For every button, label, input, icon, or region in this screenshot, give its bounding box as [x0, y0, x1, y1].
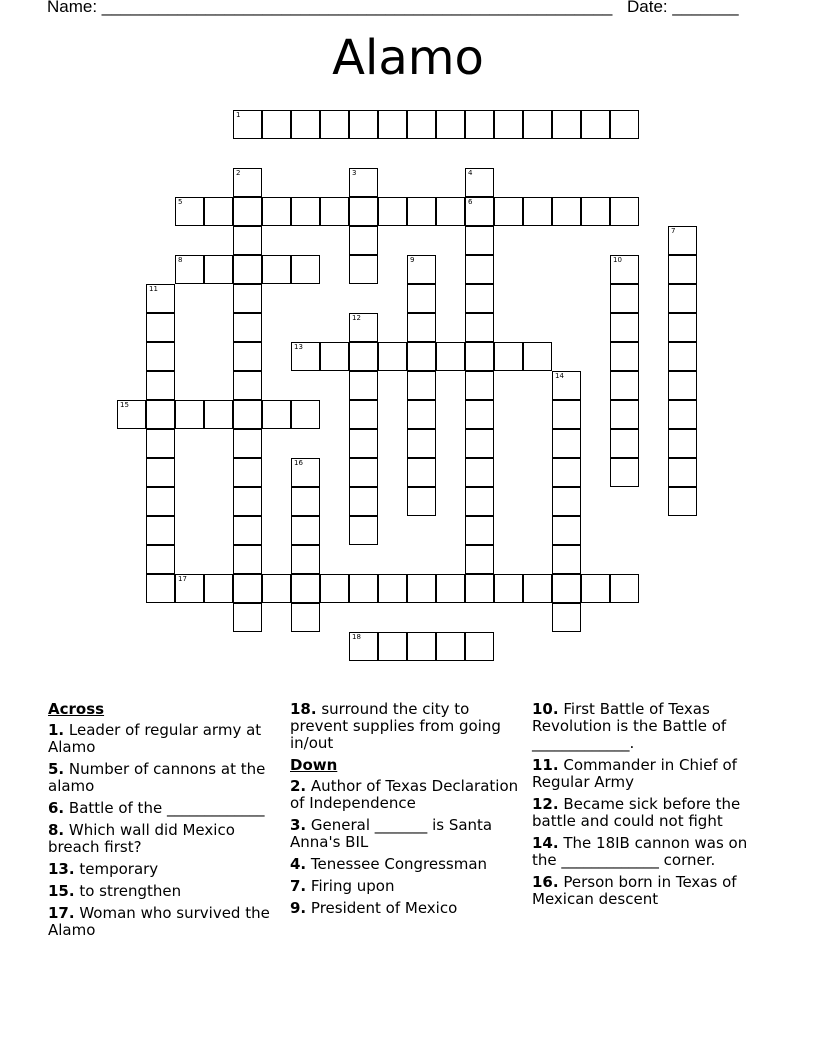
clue-number: 13.	[48, 860, 75, 878]
across-clue	[48, 861, 273, 878]
grid-cell[interactable]	[610, 197, 639, 226]
clue-text: The 18IB cannon was on the _____________ corner.	[532, 834, 748, 869]
grid-cell[interactable]	[262, 400, 291, 429]
grid-cell[interactable]	[262, 110, 291, 139]
clue-number: 10.	[532, 700, 559, 718]
grid-cell[interactable]	[552, 197, 581, 226]
grid-cell[interactable]	[233, 197, 262, 226]
clue-text: surround the city to prevent supplies from going in/out	[290, 700, 501, 752]
grid-cell[interactable]	[291, 255, 320, 284]
down-heading: Down	[290, 756, 338, 774]
clue-text: General _______ is Santa Anna's BIL	[290, 816, 493, 851]
down-clue	[290, 817, 525, 851]
grid-cell[interactable]	[552, 574, 581, 603]
grid-cell[interactable]	[146, 342, 175, 371]
grid-cell[interactable]	[349, 400, 378, 429]
clue-text: Tenessee Congressman	[310, 855, 488, 873]
down-clue	[532, 835, 762, 869]
grid-cell[interactable]	[262, 197, 291, 226]
grid-cell[interactable]	[407, 400, 436, 429]
grid-cell[interactable]	[610, 429, 639, 458]
grid-cell[interactable]	[146, 284, 175, 313]
cell-number: 14	[555, 372, 564, 380]
grid-cell[interactable]	[668, 458, 697, 487]
grid-cell[interactable]	[146, 516, 175, 545]
cell-number: 4	[468, 169, 473, 177]
grid-cell[interactable]	[465, 516, 494, 545]
grid-cell[interactable]	[233, 313, 262, 342]
clue-number: 8.	[48, 821, 65, 839]
grid-cell[interactable]	[465, 226, 494, 255]
grid-cell[interactable]	[204, 400, 233, 429]
cell-number: 2	[236, 169, 241, 177]
grid-cell[interactable]	[349, 632, 378, 661]
grid-cell[interactable]	[552, 400, 581, 429]
grid-cell[interactable]	[494, 342, 523, 371]
grid-cell[interactable]	[320, 574, 349, 603]
grid-cell[interactable]	[175, 197, 204, 226]
grid-cell[interactable]	[204, 574, 233, 603]
clue-column-2	[290, 701, 525, 922]
grid-cell[interactable]	[610, 313, 639, 342]
cell-number: 12	[352, 314, 361, 322]
grid-cell[interactable]	[552, 110, 581, 139]
clue-text: Author of Texas Declaration of Independence	[290, 777, 519, 812]
grid-cell[interactable]	[436, 342, 465, 371]
cell-number: 16	[294, 459, 303, 467]
grid-cell[interactable]	[291, 458, 320, 487]
clue-number: 9.	[290, 899, 307, 917]
grid-cell[interactable]	[465, 429, 494, 458]
grid-cell[interactable]	[233, 284, 262, 313]
grid-cell[interactable]	[291, 110, 320, 139]
grid-cell[interactable]	[523, 574, 552, 603]
grid-cell[interactable]	[378, 110, 407, 139]
down-clue	[532, 757, 762, 791]
clue-number: 4.	[290, 855, 307, 873]
grid-cell[interactable]	[494, 197, 523, 226]
clue-number: 3.	[290, 816, 307, 834]
grid-cell[interactable]	[349, 197, 378, 226]
grid-cell[interactable]	[523, 197, 552, 226]
grid-cell[interactable]	[378, 632, 407, 661]
clue-text: Which wall did Mexico breach first?	[48, 821, 235, 856]
grid-cell[interactable]	[552, 458, 581, 487]
grid-cell[interactable]	[668, 429, 697, 458]
cell-number: 13	[294, 343, 303, 351]
across-clue	[48, 800, 273, 817]
clue-number: 7.	[290, 877, 307, 895]
grid-cell[interactable]	[465, 400, 494, 429]
grid-cell[interactable]	[349, 574, 378, 603]
clue-column-3	[532, 701, 762, 913]
grid-cell[interactable]	[146, 574, 175, 603]
grid-cell[interactable]	[233, 226, 262, 255]
grid-cell[interactable]	[494, 574, 523, 603]
grid-cell[interactable]	[146, 429, 175, 458]
clue-number: 15.	[48, 882, 75, 900]
down-clue	[290, 778, 525, 812]
grid-cell[interactable]	[407, 371, 436, 400]
across-clue	[290, 701, 525, 752]
grid-cell[interactable]	[668, 313, 697, 342]
grid-cell[interactable]	[291, 487, 320, 516]
grid-cell[interactable]	[146, 313, 175, 342]
clue-number: 6.	[48, 799, 65, 817]
grid-cell[interactable]	[581, 197, 610, 226]
cell-number: 7	[671, 227, 676, 235]
grid-cell[interactable]	[233, 574, 262, 603]
grid-cell[interactable]	[378, 197, 407, 226]
grid-cell[interactable]	[349, 226, 378, 255]
grid-cell[interactable]	[233, 110, 262, 139]
grid-cell[interactable]	[407, 313, 436, 342]
clue-number: 12.	[532, 795, 559, 813]
grid-cell[interactable]	[233, 603, 262, 632]
grid-cell[interactable]	[146, 458, 175, 487]
cell-number: 6	[468, 198, 473, 206]
cell-number: 15	[120, 401, 129, 409]
cell-number: 17	[178, 575, 187, 583]
grid-cell[interactable]	[465, 487, 494, 516]
clue-number: 17.	[48, 904, 75, 922]
grid-cell[interactable]	[552, 516, 581, 545]
grid-cell[interactable]	[610, 458, 639, 487]
clue-column-1	[48, 701, 273, 944]
grid-cell[interactable]	[146, 400, 175, 429]
grid-cell[interactable]	[349, 168, 378, 197]
grid-cell[interactable]	[407, 632, 436, 661]
grid-cell[interactable]	[610, 284, 639, 313]
grid-cell[interactable]	[175, 400, 204, 429]
down-clue	[532, 874, 762, 908]
clue-text: Battle of the _____________	[68, 799, 265, 817]
grid-cell[interactable]	[668, 487, 697, 516]
grid-cell[interactable]	[552, 429, 581, 458]
grid-cell[interactable]	[291, 342, 320, 371]
grid-cell[interactable]	[407, 110, 436, 139]
grid-cell[interactable]	[436, 197, 465, 226]
grid-cell[interactable]	[523, 342, 552, 371]
grid-cell[interactable]	[407, 458, 436, 487]
grid-cell[interactable]	[668, 284, 697, 313]
clue-number: 1.	[48, 721, 65, 739]
grid-cell[interactable]	[552, 545, 581, 574]
clue-number: 5.	[48, 760, 65, 778]
grid-cell[interactable]	[552, 371, 581, 400]
grid-cell[interactable]	[523, 110, 552, 139]
grid-cell[interactable]	[378, 574, 407, 603]
grid-cell[interactable]	[291, 400, 320, 429]
across-clue	[48, 883, 273, 900]
cell-number: 10	[613, 256, 622, 264]
grid-cell[interactable]	[465, 632, 494, 661]
clue-text: Number of cannons at the alamo	[48, 760, 266, 795]
grid-cell[interactable]	[320, 342, 349, 371]
grid-cell[interactable]	[349, 487, 378, 516]
grid-cell[interactable]	[407, 429, 436, 458]
cell-number: 8	[178, 256, 183, 264]
grid-cell[interactable]	[465, 284, 494, 313]
grid-cell[interactable]	[233, 371, 262, 400]
grid-cell[interactable]	[407, 487, 436, 516]
grid-cell[interactable]	[291, 603, 320, 632]
grid-cell[interactable]	[233, 545, 262, 574]
across-clue	[48, 905, 273, 939]
grid-cell[interactable]	[262, 574, 291, 603]
across-clue	[48, 822, 273, 856]
grid-cell[interactable]	[610, 255, 639, 284]
grid-cell[interactable]	[291, 574, 320, 603]
clue-number: 16.	[532, 873, 559, 891]
grid-cell[interactable]	[465, 168, 494, 197]
grid-cell[interactable]	[117, 400, 146, 429]
grid-cell[interactable]	[349, 255, 378, 284]
grid-cell[interactable]	[668, 371, 697, 400]
grid-cell[interactable]	[668, 255, 697, 284]
grid-cell[interactable]	[610, 110, 639, 139]
cell-number: 5	[178, 198, 183, 206]
across-heading: Across	[48, 700, 105, 718]
down-clue	[290, 856, 525, 873]
clue-text: Became sick before the battle and could not fight	[532, 795, 741, 830]
grid-cell[interactable]	[233, 487, 262, 516]
grid-cell[interactable]	[378, 342, 407, 371]
grid-cell[interactable]	[349, 371, 378, 400]
cell-number: 18	[352, 633, 361, 641]
date-field[interactable]: Date: _______	[627, 0, 739, 16]
cell-number: 3	[352, 169, 357, 177]
grid-cell[interactable]	[146, 371, 175, 400]
grid-cell[interactable]	[349, 516, 378, 545]
grid-cell[interactable]	[291, 197, 320, 226]
grid-cell[interactable]	[581, 574, 610, 603]
grid-cell[interactable]	[465, 313, 494, 342]
grid-cell[interactable]	[436, 110, 465, 139]
grid-cell[interactable]	[407, 574, 436, 603]
grid-cell[interactable]	[175, 255, 204, 284]
grid-cell[interactable]	[291, 545, 320, 574]
page-title: Alamo	[332, 30, 484, 86]
clue-text: Commander in Chief of Regular Army	[532, 756, 737, 791]
down-clue	[532, 701, 762, 752]
grid-cell[interactable]	[610, 574, 639, 603]
down-clue	[290, 900, 525, 917]
grid-cell[interactable]	[146, 487, 175, 516]
grid-cell[interactable]	[610, 371, 639, 400]
grid-cell[interactable]	[610, 400, 639, 429]
grid-cell[interactable]	[494, 110, 523, 139]
grid-cell[interactable]	[668, 400, 697, 429]
grid-cell[interactable]	[407, 342, 436, 371]
grid-cell[interactable]	[465, 545, 494, 574]
clue-text: Leader of regular army at Alamo	[48, 721, 262, 756]
clue-text: First Battle of Texas Revolution is the Battle of _____________.	[532, 700, 727, 752]
grid-cell[interactable]	[349, 313, 378, 342]
clue-text: Firing upon	[310, 877, 395, 895]
grid-cell[interactable]	[233, 342, 262, 371]
grid-cell[interactable]	[610, 342, 639, 371]
grid-cell[interactable]	[407, 284, 436, 313]
across-clue	[48, 722, 273, 756]
cell-number: 11	[149, 285, 158, 293]
grid-cell[interactable]	[465, 574, 494, 603]
clue-number: 14.	[532, 834, 559, 852]
grid-cell[interactable]	[407, 197, 436, 226]
grid-cell[interactable]	[349, 110, 378, 139]
grid-cell[interactable]	[552, 487, 581, 516]
grid-cell[interactable]	[552, 603, 581, 632]
across-clue	[48, 761, 273, 795]
grid-cell[interactable]	[233, 168, 262, 197]
grid-cell[interactable]	[233, 255, 262, 284]
clue-number: 2.	[290, 777, 307, 795]
grid-cell[interactable]	[291, 516, 320, 545]
grid-cell[interactable]	[349, 429, 378, 458]
down-clue	[290, 878, 525, 895]
grid-cell[interactable]	[436, 632, 465, 661]
clue-text: Woman who survived the Alamo	[48, 904, 270, 939]
grid-cell[interactable]	[233, 516, 262, 545]
grid-cell[interactable]	[465, 458, 494, 487]
grid-cell[interactable]	[668, 342, 697, 371]
grid-cell[interactable]	[233, 458, 262, 487]
clue-text: temporary	[79, 860, 159, 878]
grid-cell[interactable]	[146, 545, 175, 574]
grid-cell[interactable]	[262, 255, 291, 284]
down-clue	[532, 796, 762, 830]
clue-number: 11.	[532, 756, 559, 774]
grid-cell[interactable]	[175, 574, 204, 603]
grid-cell[interactable]	[436, 574, 465, 603]
grid-cell[interactable]	[465, 255, 494, 284]
clue-text: Person born in Texas of Mexican descent	[532, 873, 737, 908]
clue-text: President of Mexico	[310, 899, 458, 917]
grid-cell[interactable]	[349, 458, 378, 487]
cell-number: 1	[236, 111, 241, 119]
grid-cell[interactable]	[465, 110, 494, 139]
grid-cell[interactable]	[349, 342, 378, 371]
grid-cell[interactable]	[407, 255, 436, 284]
grid-cell[interactable]	[233, 400, 262, 429]
name-field[interactable]: Name: ______________________________________________________	[47, 0, 613, 16]
clue-text: to strengthen	[79, 882, 182, 900]
grid-cell[interactable]	[320, 197, 349, 226]
grid-cell[interactable]	[204, 255, 233, 284]
cell-number: 9	[410, 256, 415, 264]
clue-number: 18.	[290, 700, 317, 718]
grid-cell[interactable]	[581, 110, 610, 139]
grid-cell[interactable]	[233, 429, 262, 458]
grid-cell[interactable]	[465, 342, 494, 371]
grid-cell[interactable]	[465, 371, 494, 400]
grid-cell[interactable]	[465, 197, 494, 226]
grid-cell[interactable]	[204, 197, 233, 226]
grid-cell[interactable]	[320, 110, 349, 139]
grid-cell[interactable]	[668, 226, 697, 255]
